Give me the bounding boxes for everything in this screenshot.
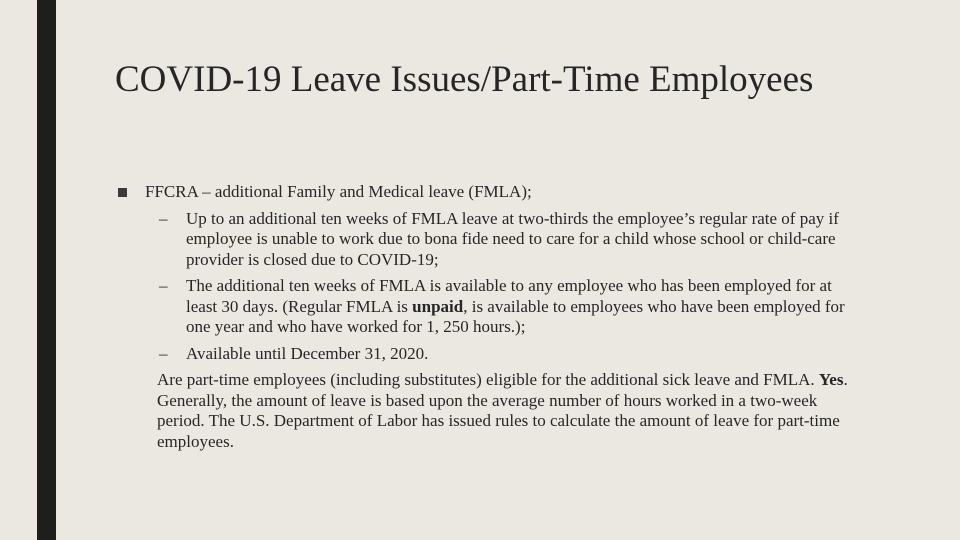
sub-bullet-item bbox=[115, 344, 860, 365]
sub-bullet-list bbox=[115, 209, 860, 365]
slide-title: COVID-19 Leave Issues/Part-Time Employees bbox=[115, 59, 814, 100]
sub-bullet-text: Up to an additional ten weeks of FMLA leave at two-thirds the employee’s regular rate of pay if employee is unable to work due to bona fide need to care for a child whose school or child-care provider is closed due to COVID-19; bbox=[186, 208, 839, 269]
closing-paragraph bbox=[157, 370, 857, 452]
emphasis-unpaid: unpaid bbox=[412, 296, 464, 316]
sub-bullet-text-after: , is available to employees who have been employed for one year and who have worked for 1, 250 hours.); bbox=[186, 296, 845, 336]
square-bullet-icon bbox=[118, 188, 127, 197]
sub-bullet-item bbox=[115, 276, 860, 338]
sub-bullet-item bbox=[115, 209, 860, 271]
left-accent-bar bbox=[37, 0, 56, 540]
closing-text-before: Are part-time employees (including substitutes) eligible for the additional sick leave and FMLA. bbox=[157, 370, 819, 389]
dash-bullet-icon: – bbox=[159, 276, 168, 295]
sub-bullet-text: Available until December 31, 2020. bbox=[186, 343, 429, 363]
main-bullet bbox=[115, 182, 860, 203]
sub-bullet-text-before: The additional ten weeks of FMLA is available to any employee who has been employed for at least 30 days. (Regular FMLA is bbox=[186, 276, 832, 316]
slide-body bbox=[115, 182, 860, 452]
dash-bullet-icon: – bbox=[159, 208, 168, 228]
closing-text-after: . Generally, the amount of leave is based upon the average number of hours worked in a two-week period. The U.S. Department of Labor has issued rules to calculate the amount of leave for part-time employees. bbox=[157, 370, 848, 451]
main-bullet-text: FFCRA – additional Family and Medical leave (FMLA); bbox=[145, 182, 532, 201]
dash-bullet-icon: – bbox=[159, 343, 168, 363]
emphasis-yes: Yes bbox=[818, 370, 844, 389]
